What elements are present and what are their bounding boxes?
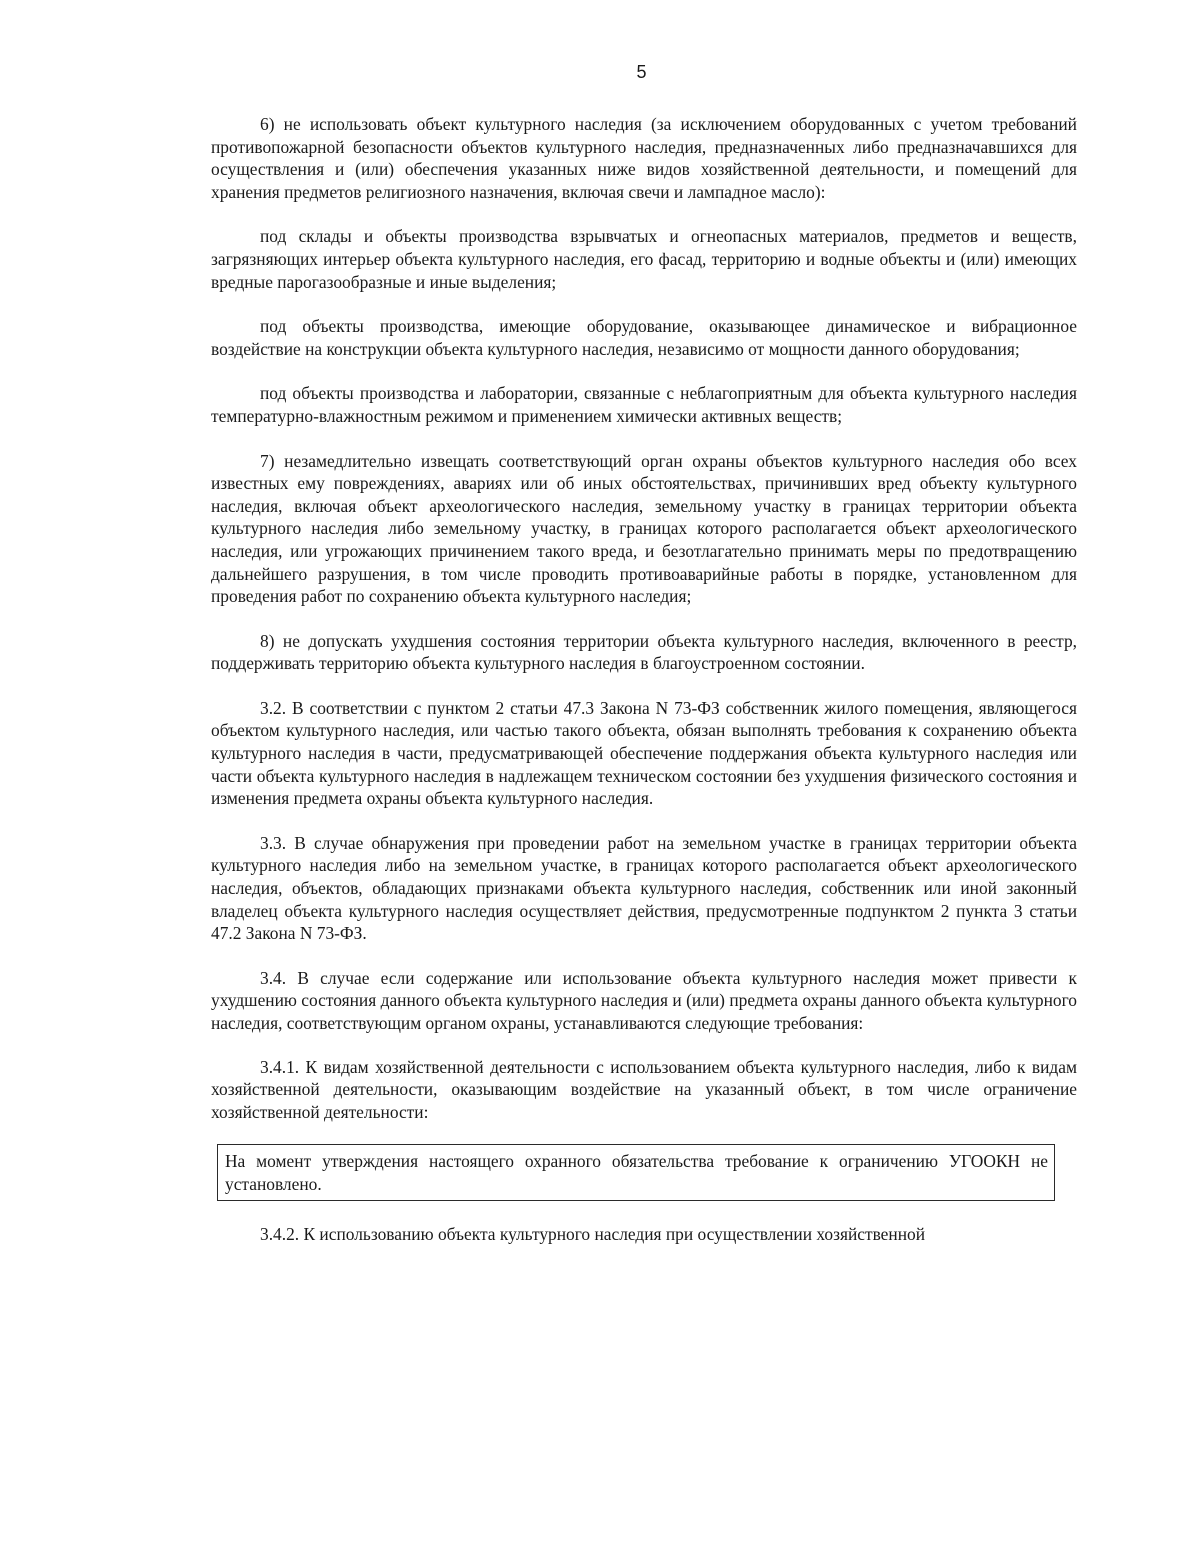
paragraph-item-7: 7) незамедлительно извещать соответствующий орган охраны объектов культурного наследия обо всех известных ему повреждениях, авариях или об иных обстоятельствах, причинивших вред объекту культурного наследия, включая объект археологического наследия, земельному участку в границах территории объекта культурного наследия либо земельному участку, в границах которого располагается объект археологического наследия, или угрожающих причинением такого вреда, и безотлагательно принимать меры по предотвращению дальнейшего разрушения, в том числе проводить противоаварийные работы в порядке, установленном для проведения работ по сохранению объекта культурного наследия; xyxy=(211,450,1077,607)
notice-box xyxy=(217,1144,1055,1201)
paragraph-3-2: 3.2. В соответствии с пунктом 2 статьи 47.3 Закона N 73-ФЗ собственник жилого помещения, являющегося объектом культурного наследия, или частью такого объекта, обязан выполнять требования к сохранению объекта культурного наследия в части, предусматривающей обеспечение поддержания объекта культурного наследия или части объекта культурного наследия в надлежащем техническом состоянии без ухудшения физического состояния и изменения предмета охраны объекта культурного наследия. xyxy=(211,697,1077,809)
paragraph-warehouses: под склады и объекты производства взрывчатых и огнеопасных материалов, предметов и веществ, загрязняющих интерьер объекта культурного наследия, его фасад, территорию и водные объекты и (или) имеющих вредные парогазообразные и иные выделения; xyxy=(211,226,1077,292)
document-body xyxy=(211,113,1077,1268)
paragraph-vibration: под объекты производства, имеющие оборудование, оказывающее динамическое и вибрационное воздействие на конструкции объекта культурного наследия, независимо от мощности данного оборудования; xyxy=(211,316,1077,359)
paragraph-item-8: 8) не допускать ухудшения состояния территории объекта культурного наследия, включенного в реестр, поддерживать территорию объекта культурного наследия в благоустроенном состоянии. xyxy=(211,630,1077,674)
page-number: 5 xyxy=(636,62,647,82)
paragraph-3-3: 3.3. В случае обнаружения при проведении работ на земельном участке в границах территории объекта культурного наследия либо на земельном участке, в границах которого располагается объект археологического наследия, объектов, обладающих признаками объекта культурного наследия, собственник или иной законный владелец объекта культурного наследия осуществляет действия, предусмотренные подпунктом 2 пункта 3 статьи 47.2 Закона N 73-ФЗ. xyxy=(211,832,1077,944)
notice-text: На момент утверждения настоящего охранного обязательства требование к ограничению УГООКН не установлено. xyxy=(225,1151,1048,1195)
paragraph-3-4: 3.4. В случае если содержание или использование объекта культурного наследия может привести к ухудшению состояния данного объекта культурного наследия и (или) предмета охраны данного объекта культурного наследия, соответствующим органом охраны, устанавливаются следующие требования: xyxy=(211,967,1077,1033)
paragraph-laboratories: под объекты производства и лаборатории, связанные с неблагоприятным для объекта культурного наследия температурно-влажностным режимом и применением химически активных веществ; xyxy=(211,383,1077,426)
paragraph-3-4-2: 3.4.2. К использованию объекта культурного наследия при осуществлении хозяйственной xyxy=(260,1224,926,1245)
paragraph-3-4-1: 3.4.1. К видам хозяйственной деятельности с использованием объекта культурного наследия, либо к видам хозяйственной деятельности, оказывающим воздействие на указанный объект, в том числе ограничение хозяйственной деятельности: xyxy=(211,1056,1077,1122)
paragraph-item-6: 6) не использовать объект культурного наследия (за исключением оборудованных с учетом требований противопожарной безопасности объектов культурного наследия, предназначенных либо предназначавшихся для осуществления и (или) обеспечения указанных ниже видов хозяйственной деятельности, и помещений для хранения предметов религиозного назначения, включая свечи и лампадное масло): xyxy=(211,114,1077,202)
